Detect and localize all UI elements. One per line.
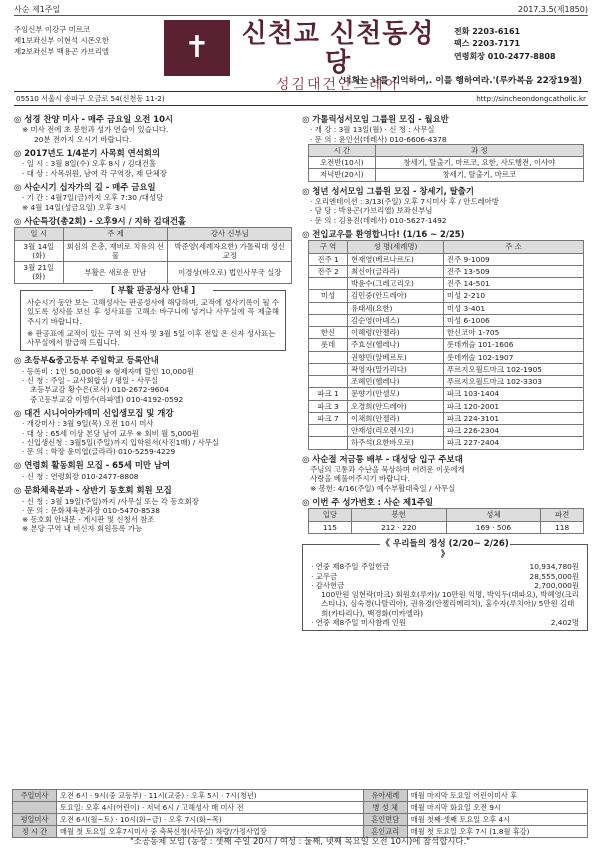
table-cell: 유아세례 bbox=[363, 790, 407, 802]
table-cell: 조혜민(헬레나) bbox=[347, 376, 443, 388]
table-cell: 이혜령(안젤라) bbox=[347, 327, 443, 339]
text-line: · 대 상 : 65세 이상 본당 남여 교우 ※ 회비 월 5,000원 bbox=[22, 428, 199, 438]
lecture-table bbox=[14, 227, 292, 283]
offerings-box bbox=[302, 538, 588, 631]
table-cell: 저녁반(20시) bbox=[309, 169, 376, 181]
table-row bbox=[309, 412, 584, 424]
offerings-title: 《 우리들의 정성 (2/20~ 2/26) 》 bbox=[381, 538, 509, 560]
table-cell: 미성 bbox=[309, 290, 348, 302]
table-cell: 진주 2 bbox=[309, 265, 348, 277]
table-cell: 김민중(안드레아) bbox=[347, 290, 443, 302]
table-cell: 주일미사 bbox=[13, 790, 57, 802]
section-title: ◎ 청년 성서모임 그룹원 모집 - 창세기, 탈출기 bbox=[302, 185, 474, 196]
text-line: · 담 당 : 박용곤(가브리엘) 보좌신부님 bbox=[310, 206, 433, 216]
table-cell: 토요일: 오후 4시(어린이) · 저녁 6시 / 고해성사 매 미사 전 bbox=[57, 802, 364, 814]
top-bar bbox=[14, 5, 588, 16]
box-text: 사순시기 동안 보는 고해성사는 판공성사에 해당하며, 교적에 성사기록이 될 수 있도록 성사를 보신 후 성사표를 고해소 바구니에 넣거나 사무실에 꼭 제출해 주시기 바랍니다. bbox=[27, 298, 280, 326]
text-line: 주님의 고통과 수난을 묵상하며 어려운 이웃에게 bbox=[310, 465, 465, 475]
church-cross-logo: ✝ bbox=[164, 20, 230, 76]
table-cell: 푸르지오월드마크 102-3303 bbox=[443, 376, 583, 388]
text-line: 20분 전까지 오시기 바랍니다. bbox=[34, 134, 132, 144]
table-cell: 파크 103-1404 bbox=[443, 388, 583, 400]
table-row bbox=[13, 814, 588, 826]
text-line: 초등부교감 황수은(로사) 010-2672-9604 bbox=[30, 385, 169, 395]
text-line: · 문 의 : 학장 윤미엽(글라라) 010-5259-4229 bbox=[22, 447, 176, 457]
table-row bbox=[309, 388, 584, 400]
offering-amount: 10,934,780원 bbox=[529, 562, 579, 572]
section-title: ◎ 대건 시니어아카데미 신입생모집 및 개강 bbox=[14, 407, 174, 418]
bible-class-table bbox=[308, 144, 584, 182]
table-cell: 진주 13-509 bbox=[443, 265, 583, 277]
table-cell: 118 bbox=[541, 521, 584, 533]
table-cell bbox=[309, 314, 348, 326]
table-cell: 평일미사 bbox=[13, 814, 57, 826]
table-cell: 정 시 간 bbox=[13, 826, 57, 838]
table-cell: 오전 6시(월~토) · 10시(화~금) · 오후 7시(화~목) bbox=[57, 814, 364, 826]
table-cell bbox=[309, 351, 348, 363]
table-row bbox=[309, 351, 584, 363]
funeral-contact: 연령회장 010-2477-8808 bbox=[454, 51, 556, 61]
offering-label: · 연중 제8주일 주일헌금 bbox=[311, 562, 390, 572]
table-cell: 매월 마지막 화요일 오전 9시 bbox=[407, 802, 587, 814]
sunday-label: 사순 제1주일 bbox=[14, 5, 61, 14]
table-header: 파견 bbox=[541, 509, 584, 521]
table-cell bbox=[309, 425, 348, 437]
table-cell: 매월 첫 토요일 오후 7시 (1.8월 휴강) bbox=[407, 826, 587, 838]
table-header: 봉헌 bbox=[351, 509, 446, 521]
text-line: · 등록비 : 1인 50,000원 ※ 형제자매 할인 10,000원 bbox=[22, 366, 194, 376]
table-row bbox=[309, 278, 584, 290]
section-title: ◎ 전입교우를 환영합니다! (1/16 ~ 2/25) bbox=[302, 228, 465, 239]
table-cell: 파크 3 bbox=[309, 400, 348, 412]
table-row bbox=[15, 240, 292, 262]
table-cell: 현재영(베르나르도) bbox=[347, 253, 443, 265]
church-name: 신천교 신천동성당 bbox=[241, 19, 435, 78]
table-header: 구 역 bbox=[309, 241, 348, 253]
text-line: ※ 4월 14일(성금요일) 오후 3시 bbox=[22, 202, 127, 212]
text-line: · 대 상 : 사목위원, 남여 각 구역장, 제 단체장 bbox=[22, 168, 167, 178]
table-cell bbox=[309, 437, 348, 449]
table-cell: 롯데캐슬 101-1606 bbox=[443, 339, 583, 351]
text-line: · 신입생신청 : 3월5일(주일)까지 입학원서(사진1매) / 사무실 bbox=[22, 437, 219, 447]
clergy-list bbox=[14, 20, 164, 57]
table-cell: 파크 7 bbox=[309, 412, 348, 424]
table-cell: 최신아(글라라) bbox=[347, 265, 443, 277]
contact-info bbox=[438, 20, 588, 63]
table-row bbox=[309, 265, 584, 277]
table-cell: 창세기, 탈출기, 마르코, 요한, 사도행전, 이사야 bbox=[375, 157, 583, 169]
table-cell: 매월 마지막 토요일 어린이미사 후 bbox=[407, 790, 587, 802]
right-column bbox=[302, 110, 588, 780]
text-line: · 문 의 : 문화체육분과장 010-5470-8538 bbox=[22, 505, 160, 515]
table-cell: 창세기, 탈출기, 마르코 bbox=[375, 169, 583, 181]
table-row bbox=[309, 437, 584, 449]
table-row bbox=[309, 157, 584, 169]
text-line: ※ 동호회 안내문 - 게시판 및 신청서 참조 bbox=[22, 515, 155, 525]
table-cell: 하주석(요한바오로) bbox=[347, 437, 443, 449]
table-row bbox=[13, 790, 588, 802]
table-cell: 박준양(세례자요한) 가톨릭대 성신교정 bbox=[168, 240, 292, 262]
pastor: 주임신부 이강구 미르코 bbox=[14, 25, 91, 34]
table-row bbox=[309, 339, 584, 351]
table-header: 시 간 bbox=[309, 144, 376, 156]
table-cell: 진주 1 bbox=[309, 253, 348, 265]
table-row bbox=[309, 327, 584, 339]
left-column bbox=[14, 110, 292, 780]
table-header: 주 소 bbox=[443, 241, 583, 253]
table-cell: 문향기(안셀모) bbox=[347, 388, 443, 400]
table-cell: 169 · 506 bbox=[446, 521, 541, 533]
offering-label: · 연중 제8주일 미사참례 인원 bbox=[311, 617, 407, 627]
table-cell: 부활은 새로운 만남 bbox=[63, 262, 168, 284]
section-title: ◎ 초등부&중고등부 주일학교 등록안내 bbox=[14, 355, 159, 366]
table-row bbox=[309, 363, 584, 375]
text-line: · 문 의 : 윤인선(데레사) 010-6606-4378 bbox=[310, 134, 447, 144]
text-line: · 오리엔테이션 : 3/13(주일) 오후 7시미사 후 / 안드레아방 bbox=[310, 197, 499, 207]
table-cell: 미성 3-401 bbox=[443, 302, 583, 314]
offering-label: · 감사헌금 bbox=[311, 580, 345, 590]
table-cell: 오전반(10시) bbox=[309, 157, 376, 169]
table-header: 일 시 bbox=[15, 228, 64, 240]
table-cell: 미성 2-210 bbox=[443, 290, 583, 302]
offering-amount: 2,700,000원 bbox=[534, 580, 579, 590]
table-cell: 한신 bbox=[309, 327, 348, 339]
phone: 전화 2203-6161 bbox=[454, 27, 521, 36]
table-cell: 미성 6-1006 bbox=[443, 314, 583, 326]
table-row bbox=[309, 376, 584, 388]
table-header: 입당 bbox=[309, 509, 352, 521]
offering-line bbox=[311, 581, 579, 590]
text-line: · 신 청 : 연령회장 010-2477-8808 bbox=[22, 471, 139, 481]
box-note: ※ 판공표에 교적이 있는 구역 외 신자 및 3월 5일 이후 전입 온 신자 성사표는 사무실에서 발급해 드립니다. bbox=[27, 328, 276, 348]
church-patron: 성김대건안드레아 bbox=[275, 77, 401, 94]
assistant-2: 제2보좌신부 백용곤 가브리엘 bbox=[14, 47, 110, 57]
donor-names: 100만원 임현락(마크) 회원호(루카)/ 10만원 익명, 박익두(대파요), 박혜영(크리스티나), 심숙경(나탈리아), 권유경(안젤리메리치), 홍수자(루치아)/ 5만원 김태희(카타리나), 백경화(미카엘라) bbox=[321, 590, 579, 618]
section-title: ◎ 연령회 활동회원 모집 - 65세 미만 남여 bbox=[14, 460, 171, 471]
table-header: 주 제 bbox=[63, 228, 168, 240]
table-cell: 진주 14-501 bbox=[443, 278, 583, 290]
table-cell: 주효선(헬레나) bbox=[347, 339, 443, 351]
table-cell: 혼인면담 bbox=[363, 814, 407, 826]
text-line: · 개강미사 : 3월 9일(목) 오전 10시 미사 bbox=[22, 419, 154, 429]
table-cell bbox=[309, 302, 348, 314]
section-title: ◎ 2017년도 1/4분기 사목회 연석회의 bbox=[14, 147, 160, 158]
mass-schedule-table bbox=[12, 789, 588, 838]
table-cell: 파크 1 bbox=[309, 388, 348, 400]
table-cell: 오경희(안드레아) bbox=[347, 400, 443, 412]
text-line: 사랑을 베풀어주시기 바랍니다. bbox=[310, 474, 410, 484]
offering-line bbox=[311, 618, 579, 627]
table-cell: 롯데캐슬 102-1907 bbox=[443, 351, 583, 363]
text-line: · 일 시 : 3월 8일(수) 오후 8시 / 김대건홀 bbox=[22, 159, 157, 169]
section-title: ◎ 사순특강(총2회) - 오후9시 / 지하 김대건홀 bbox=[14, 215, 186, 226]
assistant-1: 제1보좌신부 이현석 시몬오한 bbox=[14, 36, 110, 46]
table-cell: 파크 227-2404 bbox=[443, 437, 583, 449]
table-cell: 박윤수(그레고리오) bbox=[347, 278, 443, 290]
table-row bbox=[309, 314, 584, 326]
table-cell: 파크 120-2001 bbox=[443, 400, 583, 412]
table-cell: 진주 9-1009 bbox=[443, 253, 583, 265]
table-cell: 푸르지오월드마크 102-1905 bbox=[443, 363, 583, 375]
table-cell: 매월 첫째·셋째 토요일 오후 4시 bbox=[407, 814, 587, 826]
footer-note: "소공동체 모임 (농장 : 셋째 주일 20시 / 여성 : 둘째, 넷째 목요일 오전 10시)에 참석합시다." bbox=[129, 836, 471, 846]
table-cell: 김순영(아녜스) bbox=[347, 314, 443, 326]
table-cell: 회심의 은총, 재비로 치유의 선물 bbox=[63, 240, 168, 262]
table-cell: 이채희(안젤라) bbox=[347, 412, 443, 424]
section-title: ◎ 이번 주 성가번호 : 사순 제1주일 bbox=[302, 496, 434, 507]
hymn-table bbox=[308, 508, 584, 534]
section-title: ◎ 사순절 저금통 배부 - 대성당 입구 주보대 bbox=[302, 453, 463, 464]
header bbox=[14, 19, 588, 94]
offering-amount: 2,402명 bbox=[550, 617, 579, 627]
table-cell: 곽영자(말가리다) bbox=[347, 363, 443, 375]
table-row bbox=[309, 302, 584, 314]
text-line: · 개 강 : 3월 13일(월) · 신 청 : 사무실 bbox=[310, 125, 435, 135]
offering-label: · 교무금 bbox=[311, 571, 338, 581]
text-line: · 신 청 : 주일 - 교사회합실 / 평일 - 사무실 bbox=[22, 376, 159, 386]
table-cell: 파크 226-2304 bbox=[443, 425, 583, 437]
table-row bbox=[13, 802, 588, 814]
table-cell: 안재성(리오렌시오) bbox=[347, 425, 443, 437]
confession-notice-box bbox=[20, 284, 286, 352]
text-line: · 문 의 : 김용진(데레사) 010-5627-1492 bbox=[310, 215, 447, 225]
table-row bbox=[309, 169, 584, 181]
table-cell bbox=[309, 376, 348, 388]
text-line: 중고등부교감 이범수(라파엘) 010-4192-0592 bbox=[30, 394, 184, 404]
table-row bbox=[309, 290, 584, 302]
table-cell: 혼인교리 bbox=[363, 826, 407, 838]
text-line: · 신 청 : 3월 19일(주일)까지 /사무실 또는 각 동호회장 bbox=[22, 496, 199, 506]
text-line: ※ 미사 전에 초 봉헌과 성가 연습이 있습니다. bbox=[22, 125, 169, 135]
offering-amount: 28,555,000원 bbox=[529, 571, 579, 581]
table-cell: 3월 14일(화) bbox=[15, 240, 64, 262]
table-cell: 한신코아 1-705 bbox=[443, 327, 583, 339]
table-cell bbox=[309, 363, 348, 375]
text-line: ※ 봉헌: 4/16(주일) 예수부활대축일 / 사무실 bbox=[310, 483, 456, 493]
table-cell: 이경상(바오로) 법인사무국 실장 bbox=[168, 262, 292, 284]
table-cell: 212 · 220 bbox=[351, 521, 446, 533]
table-cell: 매월 첫 토요일 오후7시미사 중 축복신청(사무실) 차량/가정사업장 bbox=[57, 826, 364, 838]
table-cell bbox=[309, 278, 348, 290]
issue-date: 2017.3.5(제1850) bbox=[518, 5, 588, 14]
table-row bbox=[309, 425, 584, 437]
table-header: 성 명(세례명) bbox=[347, 241, 443, 253]
table-cell: 오전 6시 · 9시(중 교등부) · 11시(교중) · 오후 5시 · 7시(청년) bbox=[57, 790, 364, 802]
newcomers-table bbox=[308, 240, 584, 449]
postal-address: 05510 서울시 송파구 오금로 54(신천동 11-2) bbox=[16, 93, 165, 103]
website-link[interactable]: http://sincheondongcatholic.kr bbox=[476, 93, 586, 103]
table-cell: 병 성 체 bbox=[363, 802, 407, 814]
text-line: · 기 간 : 4월7일(금)까지 오후 7:30 /대성당 bbox=[22, 193, 164, 203]
table-cell: 115 bbox=[309, 521, 352, 533]
table-cell: 파크 224-3101 bbox=[443, 412, 583, 424]
table-row bbox=[309, 253, 584, 265]
fax: 팩스 2203-7171 bbox=[454, 39, 521, 49]
text-line: ※ 본당 구역 내 비신자 회원등록 가능 bbox=[22, 524, 143, 534]
table-cell: 권향민(알베르토) bbox=[347, 351, 443, 363]
scripture-verse: '너희는 나를 기억하여,. 이를 행하여라.'(루카복음 22장19절) bbox=[340, 76, 582, 86]
table-header: 강사 신부님 bbox=[168, 228, 292, 240]
section-title: ◎ 가톨릭성서모임 그룹원 모집 - 월요반 bbox=[302, 113, 449, 124]
table-header: 성체 bbox=[446, 509, 541, 521]
offering-line bbox=[311, 562, 579, 571]
box-title: [ 부활 판공성사 안내 ] bbox=[93, 285, 213, 296]
table-header: 과 정 bbox=[375, 144, 583, 156]
table-row bbox=[15, 262, 292, 284]
table-cell: 유태세(요한) bbox=[347, 302, 443, 314]
table-cell bbox=[13, 802, 57, 814]
section-title: ◎ 성경 찬양 미사 - 매주 금요일 오전 10시 bbox=[14, 113, 174, 124]
section-title: ◎ 문화체육분과 - 상반기 동호회 회원 모집 bbox=[14, 485, 172, 496]
table-cell: 3월 21일(화) bbox=[15, 262, 64, 284]
table-row bbox=[309, 400, 584, 412]
section-title: ◎ 사순시기 십자가의 길 - 매주 금요일 bbox=[14, 181, 156, 192]
table-cell: 롯데 bbox=[309, 339, 348, 351]
offering-line bbox=[311, 572, 579, 581]
